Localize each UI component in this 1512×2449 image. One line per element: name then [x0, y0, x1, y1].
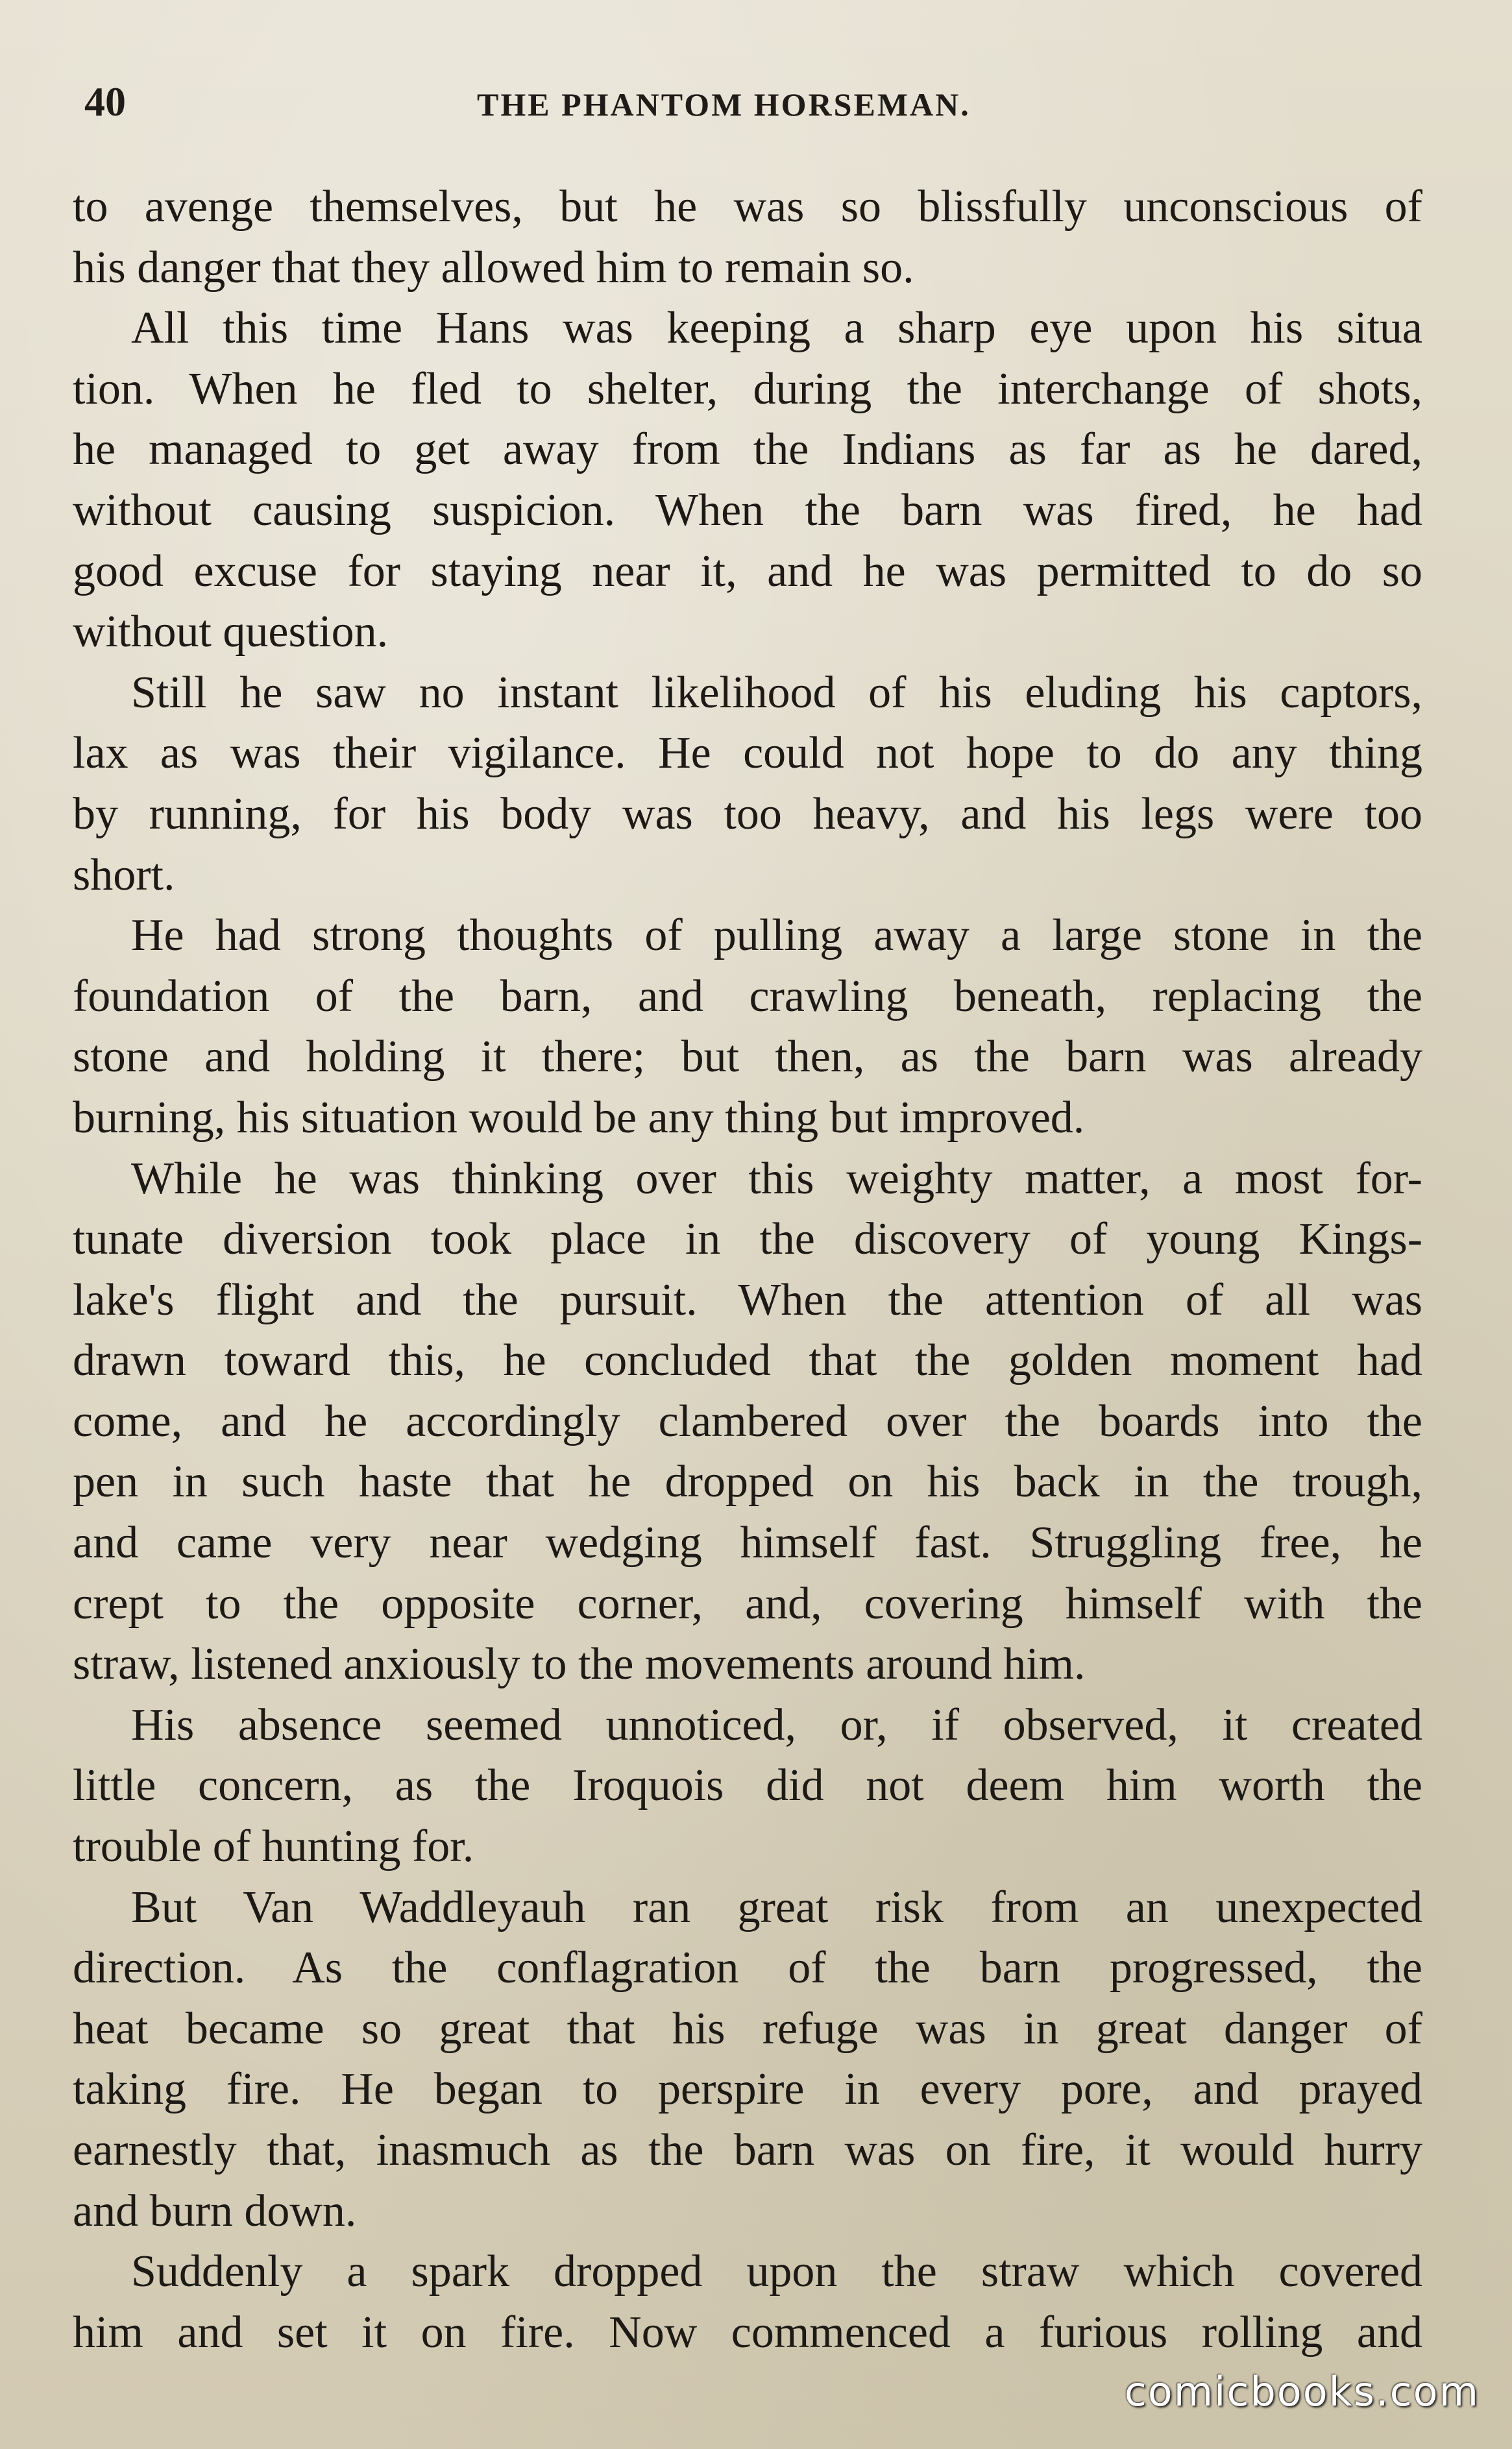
text-line: and came very near wedging himself fast. Struggling free, he	[73, 1518, 1422, 1568]
text-line: His absence seemed unnoticed, or, if observed, it created	[131, 1700, 1422, 1750]
text-line: good excuse for staying near it, and he was permitted to do so	[73, 546, 1422, 596]
text-line: lake's flight and the pursuit. When the attention of all was	[73, 1274, 1422, 1325]
text-line: Suddenly a spark dropped upon the straw which covered	[131, 2247, 1422, 2297]
text-line: stone and holding it there; but then, as the barn was already	[73, 1032, 1422, 1082]
text-line: straw, listened anxiously to the movements around him.	[73, 1639, 1086, 1690]
text-line: crept to the opposite corner, and, covering himself with the	[73, 1578, 1422, 1629]
text-line: come, and he accordingly clambered over the boards into the	[73, 1396, 1422, 1446]
text-line: pen in such haste that he dropped on his back in the trough,	[73, 1457, 1422, 1507]
text-line: All this time Hans was keeping a sharp eye upon his situa	[131, 303, 1422, 354]
text-line: But Van Waddleyauh ran great risk from an unexpected	[131, 1882, 1422, 1932]
body-text	[73, 177, 1422, 2363]
text-line: direction. As the conflagration of the barn progressed, the	[73, 1943, 1422, 1993]
text-line: and burn down.	[73, 2186, 357, 2236]
text-line: he managed to get away from the Indians as far as he dared,	[73, 424, 1422, 475]
running-title: THE PHANTOM HORSEMAN.	[477, 86, 971, 123]
text-line: lax as was their vigilance. He could not hope to do any thing	[73, 728, 1422, 779]
text-line: his danger that they allowed him to remain so.	[73, 242, 914, 293]
text-line: trouble of hunting for.	[73, 1822, 474, 1872]
text-line: him and set it on fire. Now commenced a furious rolling and	[73, 2307, 1422, 2358]
watermark-logo: comicbooks.com	[1124, 2368, 1480, 2415]
text-line: tion. When he fled to shelter, during the interchange of shots,	[73, 363, 1422, 414]
text-line: taking fire. He began to perspire in every pore, and prayed	[73, 2064, 1422, 2115]
text-line: little concern, as the Iroquois did not deem him worth the	[73, 1761, 1422, 1811]
text-line: to avenge themselves, but he was so blissfully unconscious of	[73, 182, 1422, 232]
text-line: short.	[73, 849, 175, 900]
text-line: He had strong thoughts of pulling away a large stone in the	[131, 910, 1422, 961]
page-number: 40	[84, 79, 126, 125]
text-line: While he was thinking over this weighty matter, a most for-	[131, 1153, 1422, 1204]
text-line: tunate diversion took place in the discovery of young Kings-	[73, 1214, 1422, 1265]
text-line: by running, for his body was too heavy, and his legs were too	[73, 788, 1422, 839]
text-line: without causing suspicion. When the barn was fired, he had	[73, 485, 1422, 535]
text-line: foundation of the barn, and crawling beneath, replacing the	[73, 971, 1422, 1021]
text-line: drawn toward this, he concluded that the golden moment had	[73, 1335, 1422, 1386]
text-line: earnestly that, inasmuch as the barn was on fire, it would hurry	[73, 2125, 1422, 2175]
text-line: burning, his situation would be any thing but improved.	[73, 1092, 1085, 1143]
text-line: without question.	[73, 607, 389, 657]
text-line: Still he saw no instant likelihood of his eluding his captors,	[131, 667, 1422, 718]
text-line: heat became so great that his refuge was in great danger of	[73, 2003, 1422, 2054]
